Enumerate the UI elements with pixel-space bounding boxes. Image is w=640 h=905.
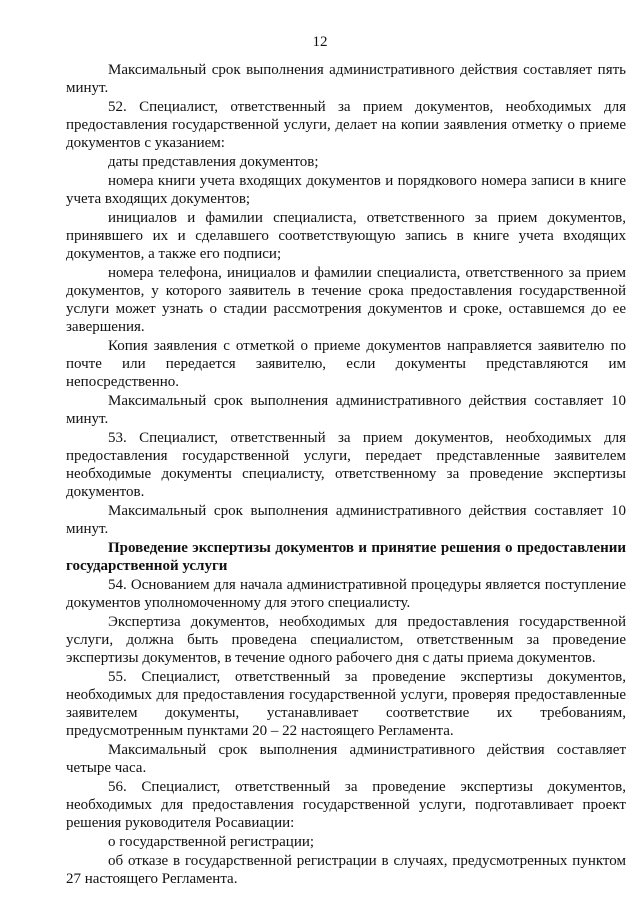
document-body <box>66 61 626 889</box>
paragraph: 54. Основанием для начала административной процедуры является поступление документов уполномоченному для этого специалисту. <box>66 577 626 611</box>
paragraph: 52. Специалист, ответственный за прием документов, необходимых для предоставления государственной услуги, делает на копии заявления отметку о приеме документов с указанием: <box>66 99 626 151</box>
paragraph: Максимальный срок выполнения административного действия составляет 10 минут. <box>66 503 626 537</box>
paragraph: Максимальный срок выполнения административного действия составляет 10 минут. <box>66 393 626 427</box>
paragraph: о государственной регистрации; <box>108 834 315 850</box>
section-heading: Проведение экспертизы документов и принятие решения о предоставлении государственной услуги <box>66 540 626 574</box>
paragraph: Максимальный срок выполнения административного действия составляет четыре часа. <box>66 742 626 776</box>
paragraph: Максимальный срок выполнения административного действия составляет пять минут. <box>66 62 626 96</box>
paragraph: номера книги учета входящих документов и порядкового номера записи в книге учета входящих документов; <box>66 173 626 207</box>
page-number: 12 <box>312 34 328 50</box>
paragraph: об отказе в государственной регистрации в случаях, предусмотренных пунктом 27 настоящего Регламента. <box>66 853 626 887</box>
paragraph: Копия заявления с отметкой о приеме документов направляется заявителю по почте или передается заявителю, если документы представляются им непосредственно. <box>66 338 626 390</box>
paragraph: даты представления документов; <box>108 154 319 170</box>
paragraph: 56. Специалист, ответственный за проведение экспертизы документов, необходимых для предоставления государственной услуги, подготавливает проект решения руководителя Росавиации: <box>66 779 626 831</box>
paragraph: инициалов и фамилии специалиста, ответственного за прием документов, принявшего их и сделавшего соответствующую запись в книге учета входящих документов, а также его подписи; <box>66 210 626 262</box>
paragraph: 55. Специалист, ответственный за проведение экспертизы документов, необходимых для предоставления государственной услуги, проверяя предоставленные заявителем документы, устанавливает соответствие их требованиям, предусмотренным пунктами 20 – 22 настоящего Регламента. <box>66 669 626 739</box>
paragraph: номера телефона, инициалов и фамилии специалиста, ответственного за прием документов, у которого заявитель в течение срока предоставления государственной услуги может узнать о стадии рассмотрения документов и сроке, оставшемся до ее завершения. <box>66 265 626 335</box>
paragraph: 53. Специалист, ответственный за прием документов, необходимых для предоставления государственной услуги, передает представленные заявителем необходимые документы специалисту, ответственному за проведение экспертизы документов. <box>66 430 626 500</box>
paragraph: Экспертиза документов, необходимых для предоставления государственной услуги, должна быть проведена специалистом, ответственным за проведение экспертизы документов, в течение одного рабочего дня с даты приема документов. <box>66 614 626 666</box>
